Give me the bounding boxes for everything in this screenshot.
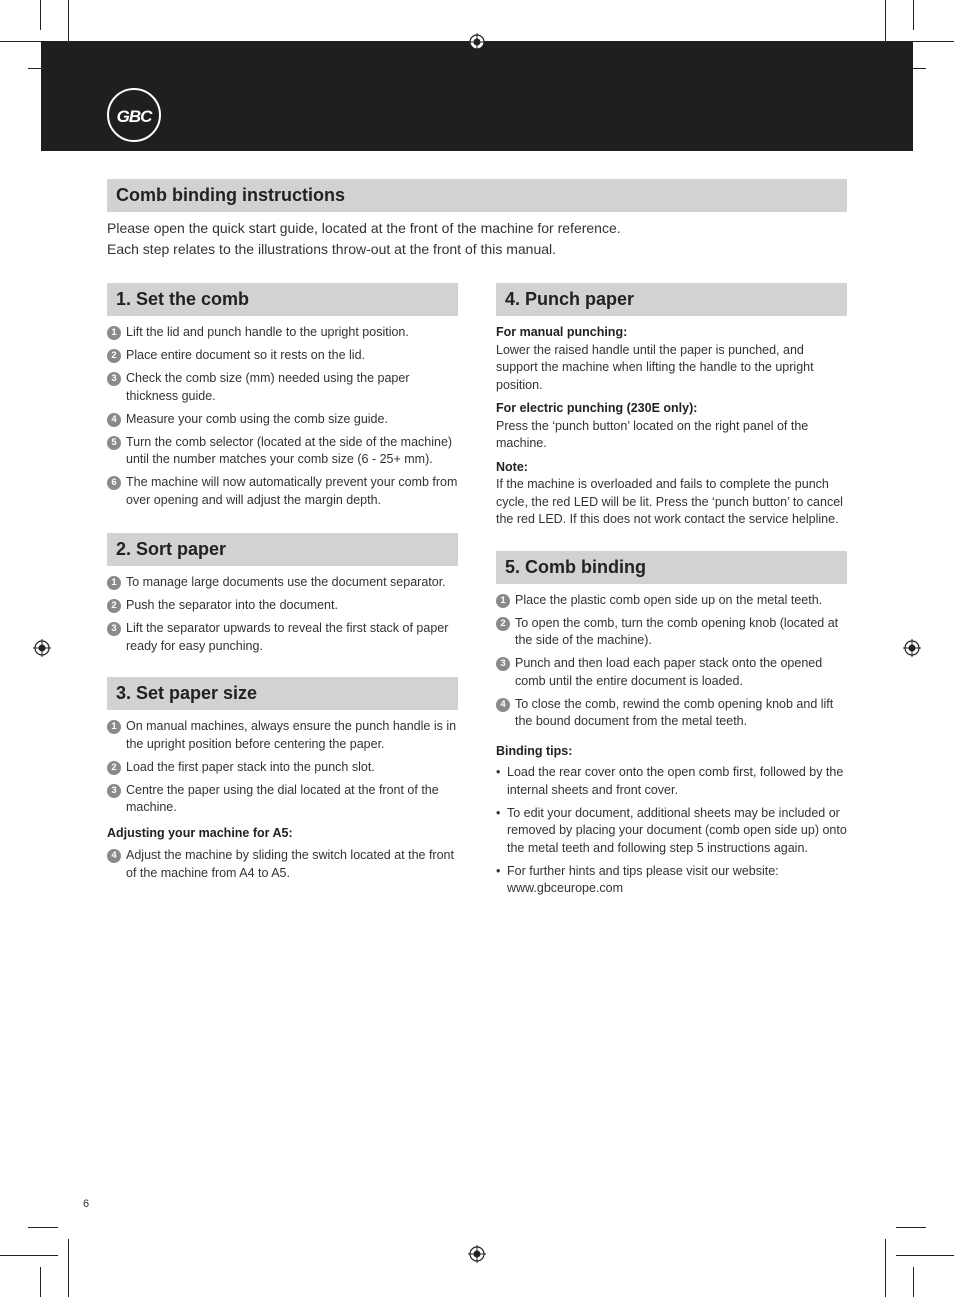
list-item bbox=[496, 696, 847, 731]
list-item bbox=[107, 324, 458, 342]
list-item bbox=[107, 597, 458, 615]
step-number-icon: 1 bbox=[107, 720, 121, 734]
step-text: Push the separator into the document. bbox=[126, 598, 338, 612]
crop-mark bbox=[28, 1227, 58, 1228]
step-text: The machine will now automatically prevent your comb from over opening and will adjust the margin depth. bbox=[126, 475, 458, 507]
crop-mark bbox=[896, 1227, 926, 1228]
registration-mark-icon bbox=[903, 639, 921, 657]
section-heading-sort-paper: 2. Sort paper bbox=[107, 533, 458, 566]
manual-punching-text: Lower the raised handle until the paper is punched, and support the machine when lifting the handle to the upright position. bbox=[496, 342, 814, 392]
section-heading-set-paper-size: 3. Set paper size bbox=[107, 677, 458, 710]
step-text: Measure your comb using the comb size guide. bbox=[126, 411, 388, 426]
step-number-icon: 3 bbox=[107, 622, 121, 636]
step-text: To manage large documents use the document separator. bbox=[126, 575, 446, 589]
a5-heading: Adjusting your machine for A5: bbox=[107, 825, 293, 840]
step-text: Turn the comb selector (located at the side of the machine) until the number matches your comb size (6 - 25+ mm). bbox=[126, 434, 453, 466]
list-item bbox=[107, 574, 458, 592]
step-number-icon: 1 bbox=[107, 326, 121, 340]
step-number-icon: 3 bbox=[496, 657, 510, 671]
step-number-icon: 4 bbox=[107, 413, 121, 427]
step-number-icon: 4 bbox=[107, 849, 121, 863]
a5-steps bbox=[107, 847, 458, 882]
intro-line: Each step relates to the illustrations throw-out at the front of this manual. bbox=[107, 241, 557, 257]
crop-mark bbox=[40, 0, 41, 30]
crop-mark bbox=[913, 1267, 914, 1297]
step-text: To open the comb, turn the comb opening knob (located at the side of the machine). bbox=[515, 615, 839, 647]
step-number-icon: 2 bbox=[107, 761, 121, 775]
header-band bbox=[41, 41, 913, 151]
step-number-icon: 2 bbox=[496, 617, 510, 631]
crop-mark bbox=[913, 0, 914, 30]
step-number-icon: 2 bbox=[107, 349, 121, 363]
intro-line: Please open the quick start guide, located at the front of the machine for reference. bbox=[107, 220, 621, 236]
step-text: Lift the lid and punch handle to the upright position. bbox=[126, 325, 409, 339]
step-number-icon: 3 bbox=[107, 784, 121, 798]
list-item: • For further hints and tips please visit our website: www.gbceurope.com bbox=[496, 863, 847, 898]
step-text: Place entire document so it rests on the lid. bbox=[126, 348, 366, 362]
step-number-icon: 5 bbox=[107, 436, 121, 450]
list-item bbox=[496, 615, 847, 650]
crop-mark bbox=[68, 1239, 69, 1297]
list-item bbox=[107, 370, 458, 405]
step-number-icon: 4 bbox=[496, 698, 510, 712]
section-heading-punch-paper: 4. Punch paper bbox=[496, 283, 847, 316]
list-item bbox=[107, 718, 458, 753]
sort-paper-steps bbox=[107, 574, 458, 655]
step-text: Load the first paper stack into the punch slot. bbox=[126, 759, 375, 774]
list-item bbox=[107, 759, 458, 777]
step-text: On manual machines, always ensure the punch handle is in the upright position before centering the paper. bbox=[126, 719, 457, 751]
manual-punching-heading: For manual punching: bbox=[496, 325, 628, 339]
list-item bbox=[107, 782, 458, 817]
step-text: To close the comb, rewind the comb opening knob and lift the bound document from the metal teeth. bbox=[515, 696, 834, 728]
registration-mark-icon bbox=[468, 33, 486, 51]
right-column bbox=[496, 283, 847, 903]
registration-mark-icon bbox=[468, 1245, 486, 1263]
list-item bbox=[107, 620, 458, 655]
binding-tips-list bbox=[496, 764, 847, 898]
crop-mark bbox=[885, 1239, 886, 1297]
step-text: Lift the separator upwards to reveal the first stack of paper ready for easy punching. bbox=[126, 621, 449, 653]
list-item bbox=[496, 655, 847, 690]
left-column bbox=[107, 283, 458, 888]
set-comb-steps bbox=[107, 324, 458, 509]
list-item: • To edit your document, additional sheets may be included or removed by placing your document (comb open side up) onto the metal teeth and following step 5 instructions again. bbox=[496, 805, 847, 858]
step-number-icon: 1 bbox=[496, 594, 510, 608]
list-item: • Load the rear cover onto the open comb first, followed by the internal sheets and front cover. bbox=[496, 764, 847, 799]
step-text: Punch and then load each paper stack onto the opened comb until the entire document is loaded. bbox=[515, 656, 823, 688]
list-item bbox=[496, 592, 847, 610]
electric-punching-text: Press the ‘punch button’ located on the right panel of the machine. bbox=[496, 418, 809, 450]
intro-text bbox=[107, 218, 847, 260]
comb-binding-steps bbox=[496, 592, 847, 731]
page-title: Comb binding instructions bbox=[107, 179, 847, 212]
paper-size-steps bbox=[107, 718, 458, 817]
section-heading-comb-binding: 5. Comb binding bbox=[496, 551, 847, 584]
note-text: If the machine is overloaded and fails to complete the punch cycle, the red LED will be lit. Press the ‘punch button’ to cancel the red LED. If this does not work contact the service helpline. bbox=[496, 477, 843, 526]
list-item bbox=[107, 474, 458, 509]
page-number: 6 bbox=[83, 1198, 90, 1210]
step-text: Place the plastic comb open side up on the metal teeth. bbox=[515, 592, 823, 607]
list-item bbox=[107, 434, 458, 469]
gbc-logo: GBC bbox=[107, 88, 161, 142]
crop-mark bbox=[40, 1267, 41, 1297]
step-text: Centre the paper using the dial located at the front of the machine. bbox=[126, 782, 439, 814]
step-number-icon: 6 bbox=[107, 476, 121, 490]
step-number-icon: 3 bbox=[107, 372, 121, 386]
binding-tips-heading: Binding tips: bbox=[496, 743, 573, 758]
crop-mark bbox=[0, 1255, 58, 1256]
step-number-icon: 2 bbox=[107, 599, 121, 613]
crop-mark bbox=[896, 1255, 954, 1256]
list-item bbox=[107, 347, 458, 365]
electric-punching-heading: For electric punching (230E only): bbox=[496, 401, 698, 415]
step-text: Check the comb size (mm) needed using the paper thickness guide. bbox=[126, 371, 410, 403]
step-number-icon: 1 bbox=[107, 576, 121, 590]
note-heading: Note: bbox=[496, 459, 528, 474]
list-item bbox=[107, 411, 458, 429]
step-text: Adjust the machine by sliding the switch located at the front of the machine from A4 to A5. bbox=[126, 848, 454, 880]
section-heading-set-comb: 1. Set the comb bbox=[107, 283, 458, 316]
registration-mark-icon bbox=[33, 639, 51, 657]
list-item bbox=[107, 847, 458, 882]
